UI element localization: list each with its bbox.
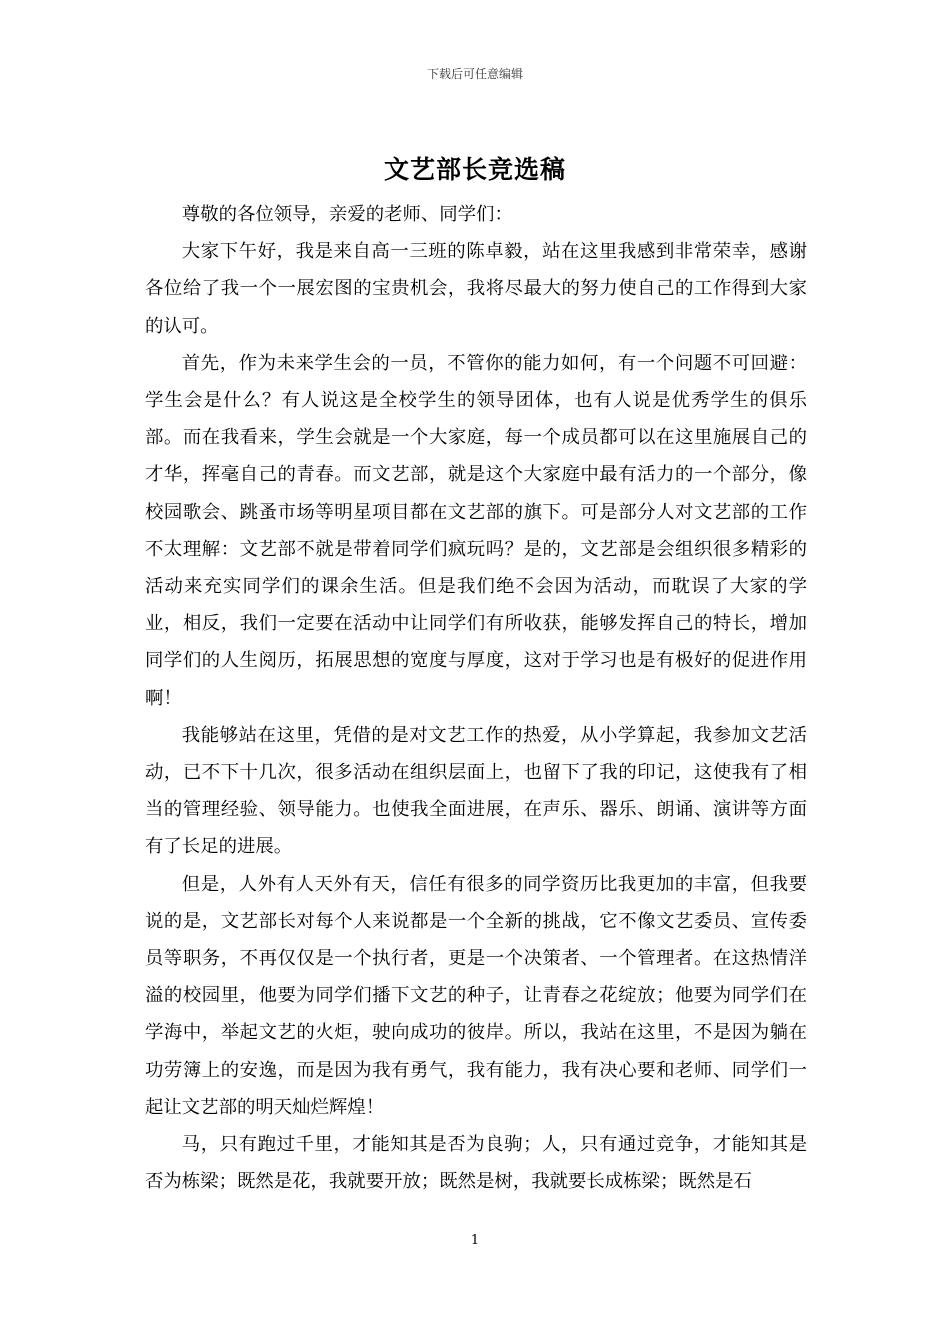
paragraph-greeting: 大家下午好，我是来自高一三班的陈卓毅，站在这里我感到非常荣幸，感谢各位给了我一个一展宏图的宝贵机会，我将尽最大的努力使自己的工作得到大家的认可。 <box>145 241 807 337</box>
paragraph-salutation: 尊敬的各位领导，亲爱的老师、同学们： <box>181 204 513 225</box>
document-body <box>145 196 807 1200</box>
paragraph-experience: 我能够站在这里，凭借的是对文艺工作的热爱，从小学算起，我参加文艺活动，已不下十几次，很多活动在组织层面上，也留下了我的印记，这使我有了相当的管理经验、领导能力。也使我全面进展，在声乐、器乐、朗诵、演讲等方面有了长足的进展。 <box>145 724 807 858</box>
paragraph-challenge: 但是，人外有人天外有天，信任有很多的同学资历比我更加的丰富，但我要说的是，文艺部长对每个人来说都是一个全新的挑战，它不像文艺委员、宣传委员等职务，不再仅仅是一个执行者，更是一个决策者、一个管理者。在这热情洋溢的校园里，他要为同学们播下文艺的种子，让青春之花绽放；他要为同学们在学海中，举起文艺的火炬，驶向成功的彼岸。所以，我站在这里，不是因为躺在功劳簿上的安逸，而是因为我有勇气，我有能力，我有决心要和老师、同学们一起让文艺部的明天灿烂辉煌！ <box>145 873 807 1118</box>
page-number: 1 <box>470 1233 480 1248</box>
paragraph-competition: 马，只有跑过千里，才能知其是否为良驹；人，只有通过竞争，才能知其是否为栋梁；既然是花，我就要开放；既然是树，我就要长成栋梁；既然是石 <box>145 1134 807 1193</box>
document-title: 文艺部长竞选稿 <box>383 155 566 184</box>
paragraph-student-union: 首先，作为未来学生会的一员，不管你的能力如何，有一个问题不可回避：学生会是什么？有人说这是全校学生的领导团体，也有人说是优秀学生的俱乐部。而在我看来，学生会就是一个大家庭，每一个成员都可以在这里施展自己的才华，挥毫自己的青春。而文艺部，就是这个大家庭中最有活力的一个部分，像校园歌会、跳蚤市场等明星项目都在文艺部的旗下。可是部分人对文艺部的工作不太理解：文艺部不就是带着同学们疯玩吗？是的，文艺部是会组织很多精彩的活动来充实同学们的课余生活。但是我们绝不会因为活动，而耽误了大家的学业，相反，我们一定要在活动中让同学们有所收获，能够发挥自己的特长，增加同学们的人生阅历，拓展思想的宽度与厚度，这对于学习也是有极好的促进作用啊！ <box>145 352 807 709</box>
page-header: 下载后可任意编辑 <box>426 67 523 81</box>
